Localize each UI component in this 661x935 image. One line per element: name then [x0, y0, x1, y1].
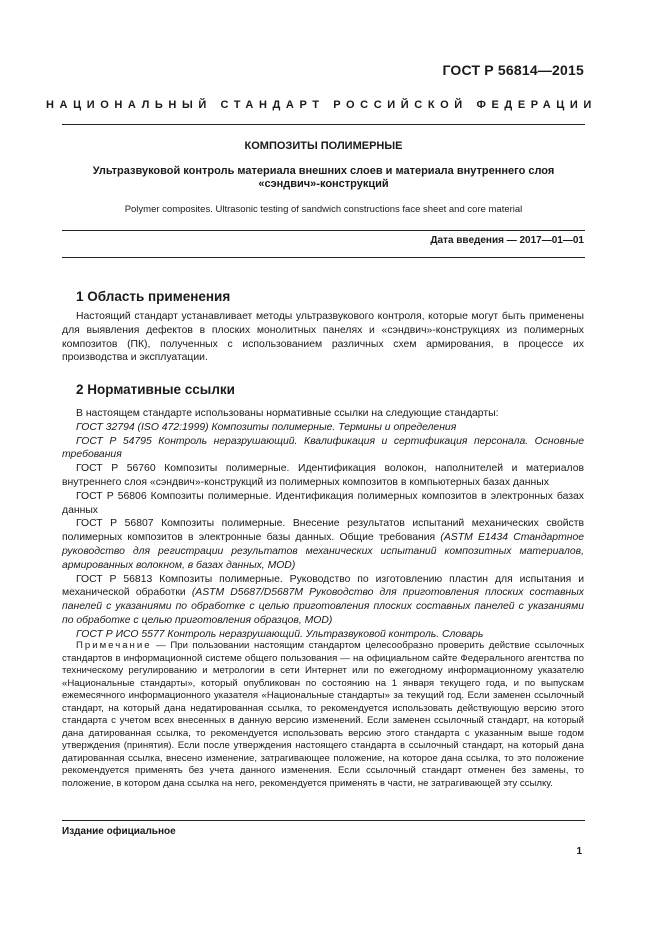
divider — [62, 230, 585, 231]
introduction-date: Дата введения — 2017—01—01 — [430, 235, 584, 246]
reference-item: ГОСТ Р 56806 Композиты полимерные. Идентификация полимерных композитов в электронных базах данных — [62, 490, 584, 516]
edition-label: Издание официальное — [62, 826, 176, 837]
divider — [62, 820, 585, 821]
reference-item: ГОСТ Р 56760 Композиты полимерные. Идентификация волокон, наполнителей и материалов внутреннего слоя «сэндвич»-конструкций из полимерных композитов в компьютерных базах данных — [62, 463, 584, 488]
references-list — [62, 407, 584, 642]
section-2-heading: 2 Нормативные ссылки — [76, 382, 235, 397]
reference-item: ГОСТ 32794 (ISO 472:1999) Композиты полимерные. Термины и определения — [76, 421, 457, 433]
divider — [62, 124, 585, 125]
note-block — [62, 640, 584, 790]
note-label: Примечание — [76, 640, 152, 651]
reference-item: ГОСТ Р 54795 Контроль неразрушающий. Квалификация и сертификация персонала. Основные требования — [62, 435, 584, 461]
references-intro: В настоящем стандарте использованы нормативные ссылки на следующие стандарты: — [76, 408, 499, 419]
divider — [62, 257, 585, 258]
reference-item: ГОСТ Р 56813 Композиты полимерные. Руководство по изготовлению пластин для испытания и механической обработки (ASTM D5687/D5687M Руководство для приготовления плоских составных панелей с указаниями по обработке с целью приготовления плоских составных панелей с указаниями по обработке с целью приготовления образцов, MOD) — [62, 573, 584, 626]
reference-item: ГОСТ Р ИСО 5577 Контроль неразрушающий. Ультразвуковой контроль. Словарь — [76, 628, 484, 640]
english-title: Polymer composites. Ultrasonic testing of sandwich constructions face sheet and core material — [124, 204, 523, 215]
section-1-text: Настоящий стандарт устанавливает методы ультразвукового контроля, которые могут быть применены для выявления дефектов в плоских монолитных панелях и «сэндвич»-конструкциях из полимерных композитов (ПК), полученных с использованием различных схем армирования, в процессе их производства и эксплуатации. — [62, 311, 584, 364]
document-title: КОМПОЗИТЫ ПОЛИМЕРНЫЕ — [244, 140, 403, 152]
section-1-heading: 1 Область применения — [76, 289, 231, 304]
page-number: 1 — [576, 846, 582, 857]
reference-item: ГОСТ Р 56807 Композиты полимерные. Внесение результатов испытаний механических свойств полимерных композитов в электронные базы данных. Общие требования (ASTM E1434 Стандартное руководство для регистрации результатов механических испытаний композитных материалов, армированных волокном, в базах данных, MOD) — [62, 518, 584, 571]
national-standard-heading: НАЦИОНАЛЬНЫЙ СТАНДАРТ РОССИЙСКОЙ ФЕДЕРАЦИИ — [46, 99, 597, 111]
document-number: ГОСТ Р 56814—2015 — [442, 62, 584, 78]
document-subtitle: Ультразвуковой контроль материала внешних слоев и материала внутреннего слоя «сэндвич»-конструкций — [92, 165, 555, 190]
note-text: — При пользовании настоящим стандартом целесообразно проверить действие ссылочных стандартов в информационной системе общего пользования — на официальном сайте Федерального агентства по техническому регулированию и метрологии в сети Интернет или по ежегодному информационному указателю «Национальные стандарты», который опубликован по состоянию на 1 января текущего года, и по выпускам ежемесячного информационного указателя «Национальные стандарты» за текущий год. Если заменен ссылочный стандарт, на который дана недатированная ссылка, то рекомендуется использовать действующую версию этого стандарта с учетом всех внесенных в данную версию изменений. Если заменен ссылочный стандарт, на который дана датированная ссылка, то рекомендуется использовать версию этого стандарта с указанным выше годом утверждения (принятия). Если после утверждения настоящего стандарта в ссылочный стандарт, на который дана датированная ссылка, внесено изменение, затрагивающее положение, на которое дана ссылка, то это положение рекомендуется применять без учета данного изменения. Если ссылочный стандарт отменен без замены, то положение, в котором дана ссылка на него, рекомендуется применять в части, не затрагивающей эту ссылку. — [62, 640, 584, 789]
